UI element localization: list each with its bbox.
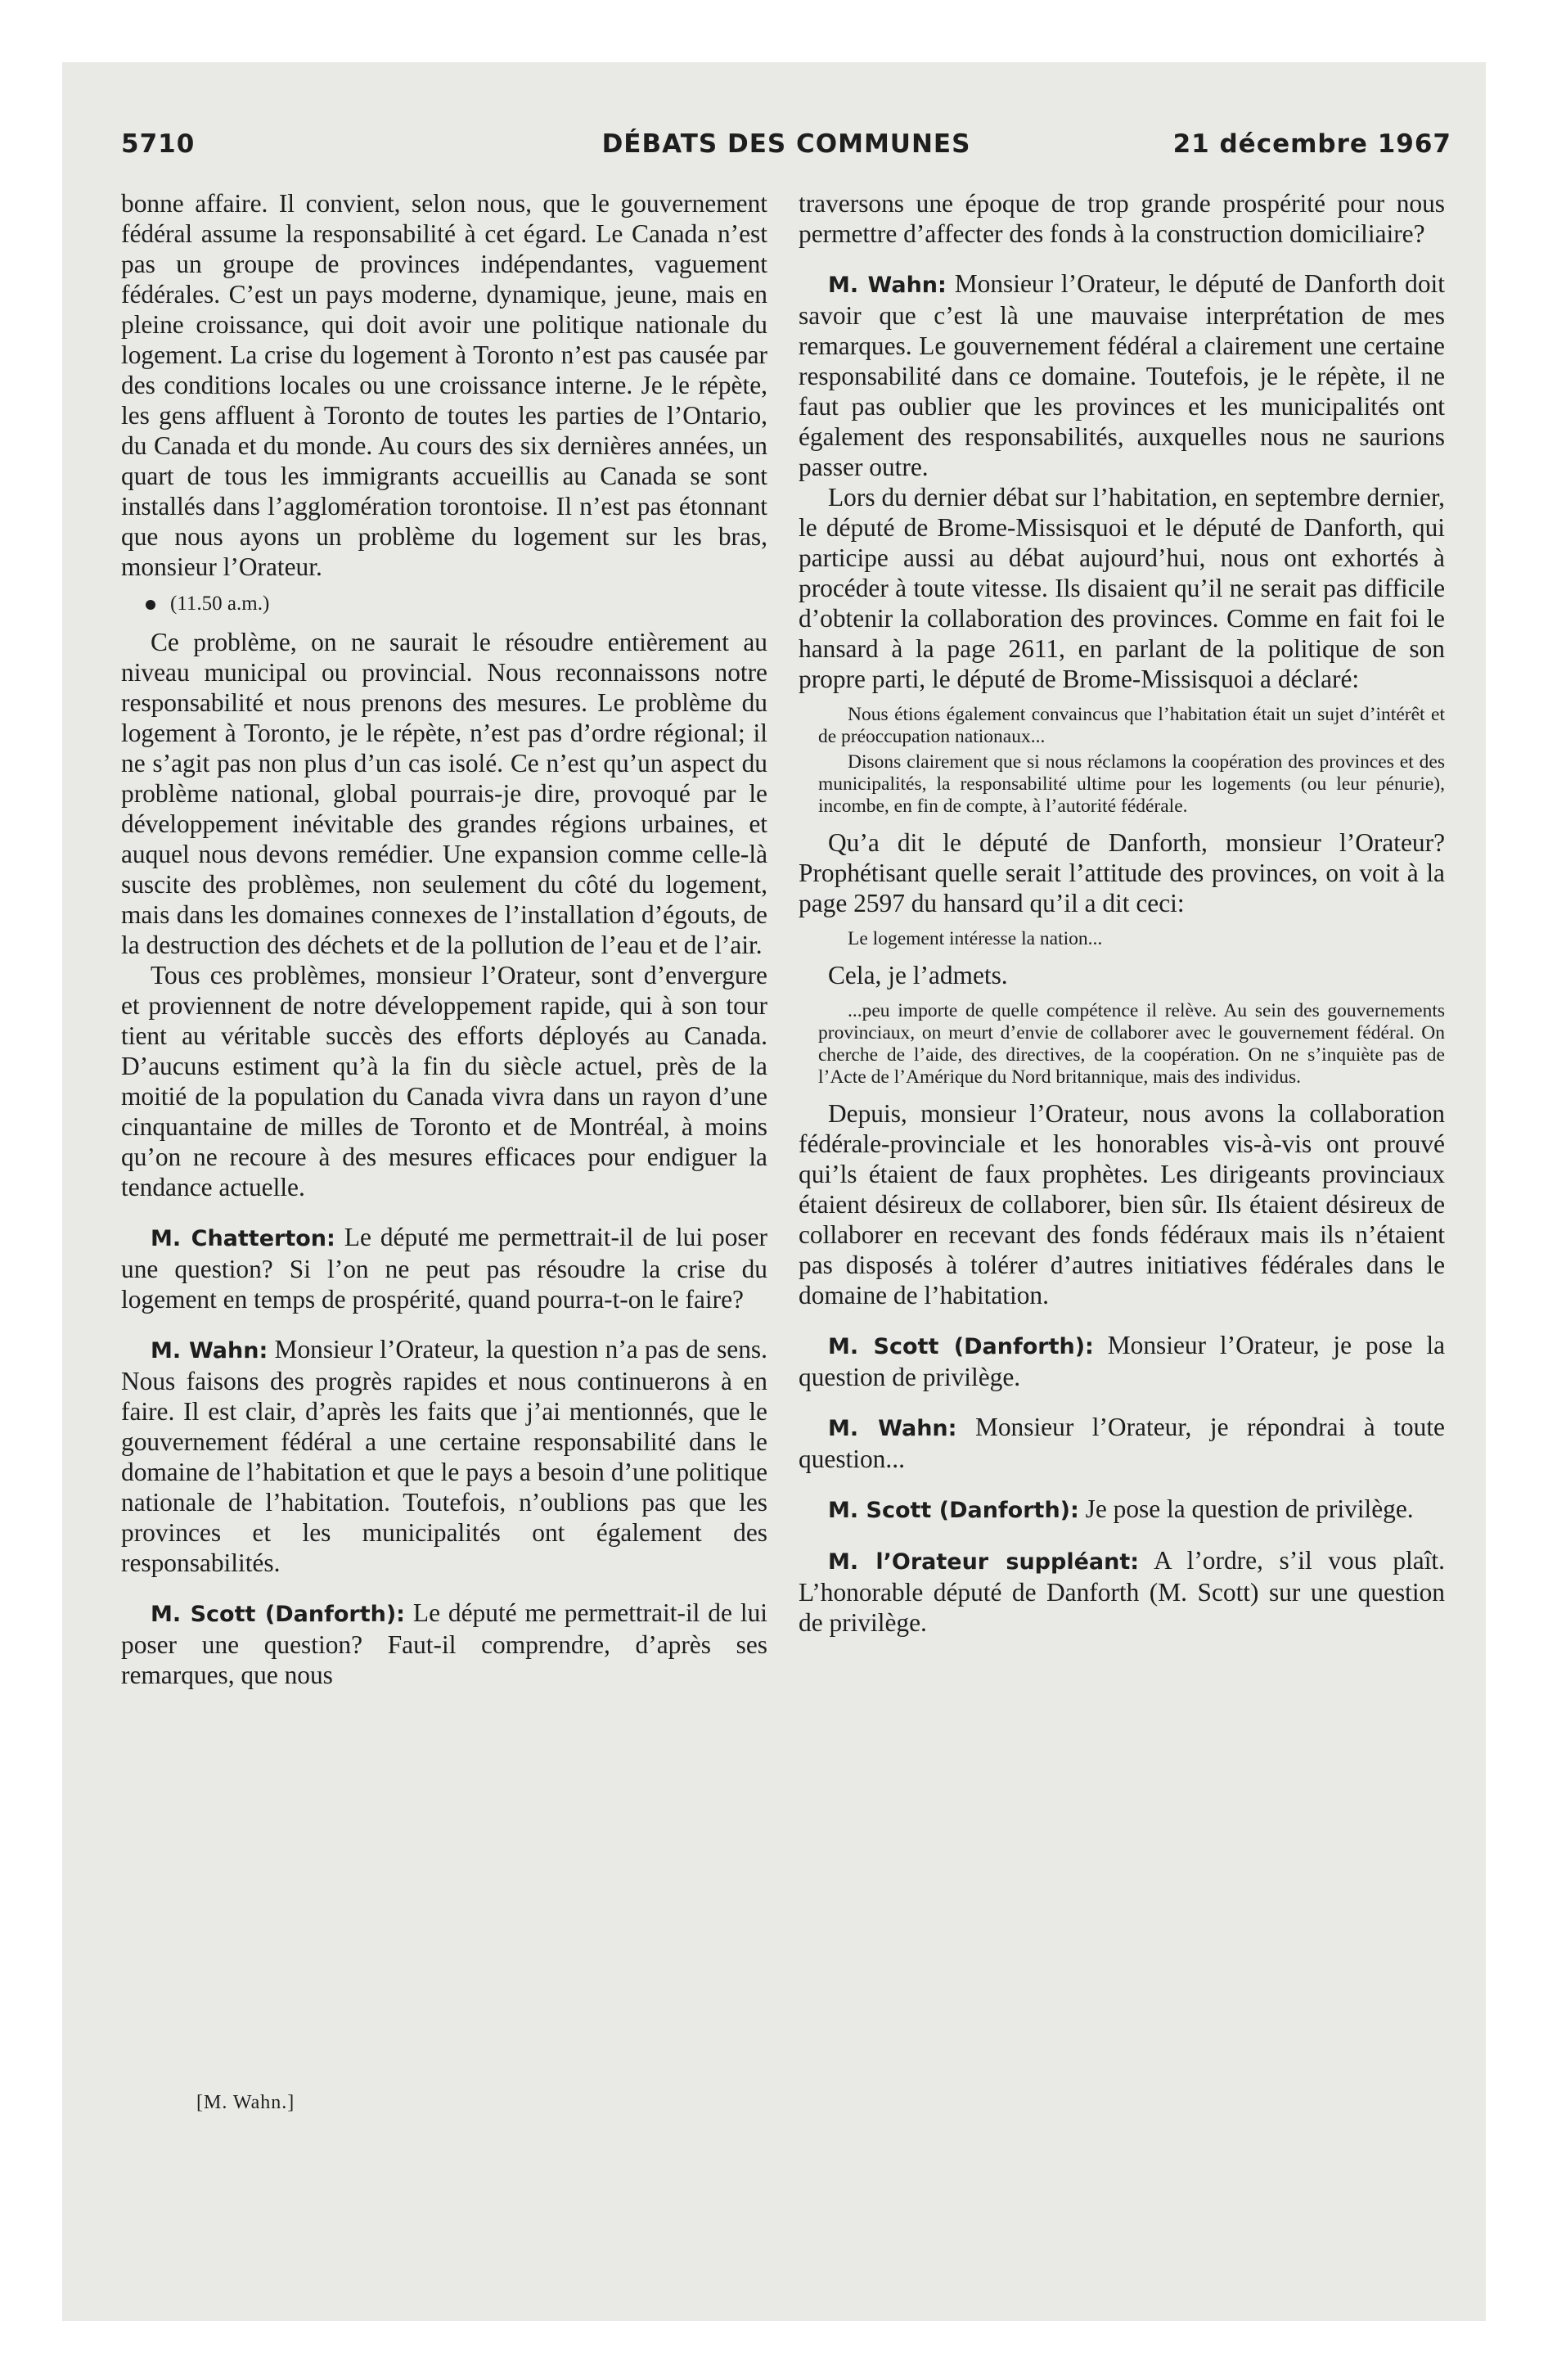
speech-text: Monsieur l’Orateur, je répondrai à toute question... [799, 1413, 1445, 1473]
speaker-name: M. Chatterton: [151, 1226, 335, 1251]
speech-text: Je pose la question de privilège. [1078, 1494, 1414, 1523]
page-number: 5710 [121, 129, 196, 159]
speech [799, 1412, 1445, 1474]
speaker-name: M. Scott (Danforth): [151, 1602, 405, 1627]
speech [121, 1222, 767, 1314]
speaker-name: M. l’Orateur suppléant: [828, 1549, 1140, 1575]
block-quote: Le logement intéresse la nation... [848, 928, 1103, 949]
speech-text: Le député me permettrait-il de lui poser une question? Faut-il comprendre, d’après ses remarques, que nous [121, 1598, 767, 1689]
speech [799, 268, 1445, 482]
paragraph: Qu’a dit le député de Danforth, monsieur l’Orateur? Prophétisant quelle serait l’attitude des provinces, on voit à la page 2597 du hansard qu’il a dit ceci: [799, 828, 1445, 917]
speech [799, 1494, 1445, 1526]
block-quote: ...peu importe de quelle compétence il relève. Au sein des gouvernements provinciaux, on meurt d’envie de collaborer avec le gouvernement fédéral. On cherche de l’aide, des directives, de la coopération. On ne s’inquiète pas de l’Acte de l’Amérique du Nord britannique, mais des individus. [818, 1000, 1445, 1088]
paragraph: Depuis, monsieur l’Orateur, nous avons la collaboration fédérale-provinciale et les honorables vis-à-vis ont prouvé qui’ls étaient de faux prophètes. Les dirigeants provinciaux étaient désireux de collaborer, bien sûr. Ils étaient désireux de collaborer en recevant des fonds fédéraux mais ils n’étaient pas disposés à tolérer d’autres initiatives fédérales dans le domaine de l’habitation. [799, 1099, 1445, 1309]
bullet-icon [146, 600, 155, 610]
block-quote: Nous étions également convaincus que l’habitation était un sujet d’intérêt et de préoccupation nationaux... [818, 704, 1445, 747]
time-stamp: (11.50 a.m.) [170, 593, 270, 615]
time-marker [121, 588, 767, 619]
paragraph: Tous ces problèmes, monsieur l’Orateur, sont d’envergure et proviennent de notre développement rapide, qui à son tour tient au véritable succès des efforts déployés au Canada. D’aucuns estiment qu’à la fin du siècle actuel, près de la moitié de la population du Canada vivra dans un rayon d’une cinquantaine de milles de Toronto et de Montréal, à moins qu’on ne recoure à des mesures efficaces pour endiguer la tendance actuelle. [121, 961, 767, 1201]
speaker-name: M. Wahn: [828, 1416, 957, 1441]
speaker-name: M. Scott (Danforth): [828, 1334, 1094, 1359]
speech [121, 1334, 767, 1578]
publication-title: DÉBATS DES COMMUNES [601, 129, 971, 159]
paragraph: Ce problème, on ne saurait le résoudre entièrement au niveau municipal ou provincial. Nous reconnaissons notre responsabilité et nous prenons des mesures. Le problème du logement à Toronto, je le répète, n’est pas d’ordre régional; il ne s’agit pas non plus d’un cas isolé. Ce n’est qu’un aspect du problème national, global pourrais-je dire, provoqué par le développement inévitable des grandes régions urbaines, et auquel nous devons remédier. Une expansion comme celle-là suscite des problèmes, non seulement du côté du logement, mais dans les domaines connexes de l’installation d’égouts, de la destruction des déchets et de la pollution de l’eau et de l’air. [121, 628, 767, 959]
page-header [121, 129, 1451, 162]
speaker-name: M. Wahn: [828, 273, 947, 298]
speech [121, 1598, 767, 1690]
speech-text: Monsieur l’Orateur, la question n’a pas de sens. Nous faisons des progrès rapides et nous continuerons à en faire. Il est clair, d’après les faits que j’ai mentionnés, que le gouvernement fédéral a une certaine responsabilité dans le domaine de l’habitation et que le pays a besoin d’une politique nationale de l’habitation. Toutefois, n’oublions pas que les provinces et les municipalités ont également des responsabilités. [121, 1335, 767, 1577]
speech [799, 1545, 1445, 1638]
speech-text: Monsieur l’Orateur, je pose la question de privilège. [799, 1331, 1446, 1391]
speech [799, 1330, 1445, 1392]
right-column [799, 188, 1445, 1638]
paragraph: traversons une époque de trop grande prospérité pour nous permettre d’affecter des fonds à la construction domiciliaire? [799, 189, 1445, 248]
speech-text: Le député me permettrait-il de lui poser une question? Si l’on ne peut pas résoudre la crise du logement en temps de prospérité, quand pourra-t-on le faire? [121, 1223, 767, 1314]
block-quote: Disons clairement que si nous réclamons la coopération des provinces et des municipalités, la responsabilité ultime pour les logements (ou leur pénurie), incombe, en fin de compte, à l’autorité fédérale. [818, 751, 1445, 817]
speaker-name: M. Scott (Danforth): [828, 1498, 1079, 1523]
page-date: 21 décembre 1967 [1172, 129, 1451, 159]
paragraph: Cela, je l’admets. [828, 961, 1008, 989]
paragraph: Lors du dernier débat sur l’habitation, en septembre dernier, le député de Brome-Missisquoi et le député de Danforth, qui participe aussi au débat aujourd’hui, nous ont exhortés à procéder à toute vitesse. Ils disaient qu’il ne serait pas difficile d’obtenir la collaboration des provinces. Comme en fait foi le hansard à la page 2611, en parlant de la politique de son propre parti, le député de Brome-Missisquoi a déclaré: [799, 483, 1445, 693]
speaker-name: M. Wahn: [151, 1338, 268, 1364]
speech-text: A l’ordre, s’il vous plaît. L’honorable député de Danforth (M. Scott) sur une question de privilège. [799, 1546, 1445, 1637]
speaker-footnote: [M. Wahn.] [196, 2092, 295, 2113]
paragraph: bonne affaire. Il convient, selon nous, que le gouvernement fédéral assume la responsabilité à cet égard. Le Canada n’est pas un groupe de provinces indépendantes, vaguement fédérales. C’est un pays moderne, dynamique, jeune, mais en pleine croissance, qui doit avoir une politique nationale du logement. La crise du logement à Toronto n’est pas causée par des conditions locales ou une croissance interne. Je le répète, les gens affluent à Toronto de toutes les parties de l’Ontario, du Canada et du monde. Au cours des six dernières années, un quart de tous les immigrants accueillis au Canada se sont installés dans l’agglomération torontoise. Il n’est pas étonnant que nous ayons un problème du logement sur les bras, monsieur l’Orateur. [121, 189, 767, 581]
left-column [121, 188, 767, 1690]
speech-text: Monsieur l’Orateur, le député de Danforth doit savoir que c’est là une mauvaise interprétation de mes remarques. Le gouvernement fédéral a clairement une certaine responsabilité dans ce domaine. Toutefois, je le répète, il ne faut pas oublier que les provinces et les municipalités ont également des responsabilités, auxquelles nous ne saurions passer outre. [799, 269, 1446, 481]
